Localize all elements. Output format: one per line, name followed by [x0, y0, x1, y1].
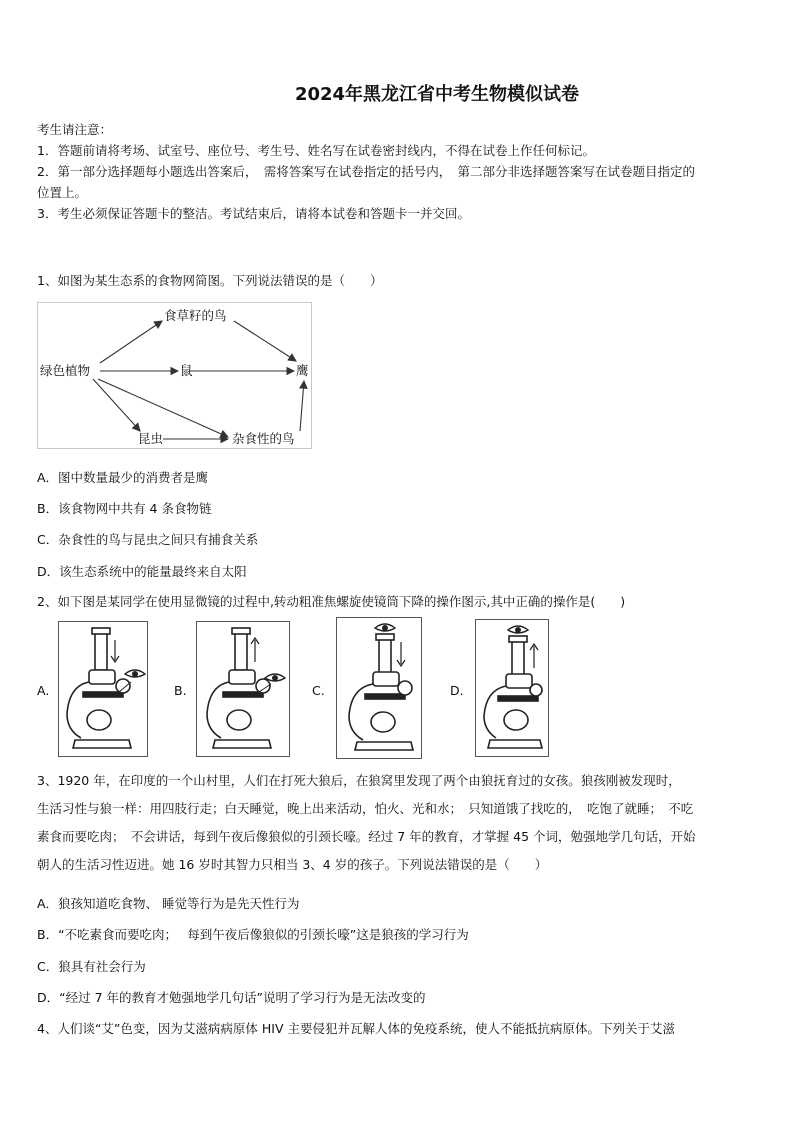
arrow-down-icon [111, 640, 119, 662]
notice-heading: 考生请注意： [37, 122, 113, 137]
microscope-icon [59, 622, 147, 756]
node-eagle: 鹰 [296, 363, 309, 378]
q2-label-a: A. [37, 683, 50, 698]
eye-icon [265, 674, 285, 681]
notice-item-3: 3．考生必须保证答题卡的整洁。考试结束后，请将本试卷和答题卡一并交回。 [37, 206, 470, 221]
eye-icon [125, 670, 145, 677]
arrow-up-icon [251, 638, 259, 662]
q2-label-b: B. [174, 683, 187, 698]
q3-option-b: B．“不吃素食而要吃肉； 每到午夜后像狼似的引颈长嚎”这是狼孩的学习行为 [37, 927, 469, 942]
q2-label-d: D. [450, 683, 464, 698]
q1-stem: 1、如图为某生态系的食物网简图。下列说法错误的是（ ） [37, 273, 383, 288]
q1-option-c: C．杂食性的鸟与昆虫之间只有捕食关系 [37, 532, 259, 547]
q3-line-3: 素食而要吃肉； 不会讲话，每到午夜后像狼似的引颈长嚎。经过 7 年的教育，才掌握 45 个词，勉强地学几句话，开始 [37, 829, 696, 844]
microscope-icon [337, 618, 421, 758]
arrow-grainbird-to-eagle [234, 321, 296, 361]
microscope-option-c [336, 617, 422, 759]
node-grain-bird: 食草籽的鸟 [164, 308, 227, 323]
eye-icon [375, 624, 395, 631]
node-plant: 绿色植物 [40, 363, 91, 378]
food-web-diagram [37, 302, 312, 449]
notice-item-2-cont: 位置上。 [37, 185, 88, 200]
q1-option-a: A．图中数量最少的消费者是鹰 [37, 470, 209, 485]
arrow-plant-to-grainbird [100, 321, 162, 363]
q2-stem: 2、如下图是某同学在使用显微镜的过程中,转动粗准焦螺旋使镜筒下降的操作图示,其中正确的操作是( ) [37, 594, 626, 609]
arrow-omnivore-to-eagle [300, 381, 304, 431]
q3-line-4: 朝人的生活习性迈进。她 16 岁时其智力只相当 3、4 岁的孩子。下列说法错误的是（ ） [37, 857, 548, 872]
q3-option-c: C．狼具有社会行为 [37, 959, 146, 974]
q3-option-d: D．“经过 7 年的教育才勉强地学几句话”说明了学习行为是无法改变的 [37, 990, 426, 1005]
microscope-option-a [58, 621, 148, 757]
q3-line-1: 3、1920 年，在印度的一个山村里，人们在打死大狼后，在狼窝里发现了两个由狼抚育过的女孩。狼孩刚被发现时， [37, 773, 681, 788]
node-mouse: 鼠 [180, 363, 193, 378]
arrow-up-icon [530, 644, 538, 668]
q3-option-a: A．狼孩知道吃食物、 睡觉等行为是先天性行为 [37, 896, 300, 911]
q3-line-2: 生活习性与狼一样：用四肢行走；白天睡觉，晚上出来活动，怕火、光和水； 只知道饿了找吃的， 吃饱了就睡； 不吃 [37, 801, 694, 816]
microscope-option-d [475, 619, 549, 757]
notice-item-2: 2．第一部分选择题每小题选出答案后， 需将答案写在试卷指定的括号内， 第二部分非选择题答案写在试卷题目指定的 [37, 164, 695, 179]
node-omnivore-bird: 杂食性的鸟 [232, 431, 295, 446]
node-insect: 昆虫 [138, 431, 164, 446]
microscope-icon [476, 620, 548, 756]
q2-label-c: C. [312, 683, 325, 698]
q4-stem: 4、人们谈“艾”色变，因为艾滋病病原体 HIV 主要侵犯并瓦解人体的免疫系统，使人不能抵抗病原体。下列关于艾滋 [37, 1021, 675, 1036]
q1-option-d: D．该生态系统中的能量最终来自太阳 [37, 564, 247, 579]
microscope-option-b [196, 621, 290, 757]
arrow-down-icon [397, 642, 405, 666]
page-title: 2024年黑龙江省中考生物模似试卷 [294, 84, 580, 105]
q3-paragraph [37, 767, 759, 879]
microscope-icon [197, 622, 289, 756]
eye-icon [508, 626, 528, 633]
q1-option-b: B．该食物网中共有 4 条食物链 [37, 501, 212, 516]
arrow-plant-to-omnivore [98, 379, 228, 437]
notice-item-1: 1．答题前请将考场、试室号、座位号、考生号、姓名写在试卷密封线内，不得在试卷上作任何标记。 [37, 143, 595, 158]
